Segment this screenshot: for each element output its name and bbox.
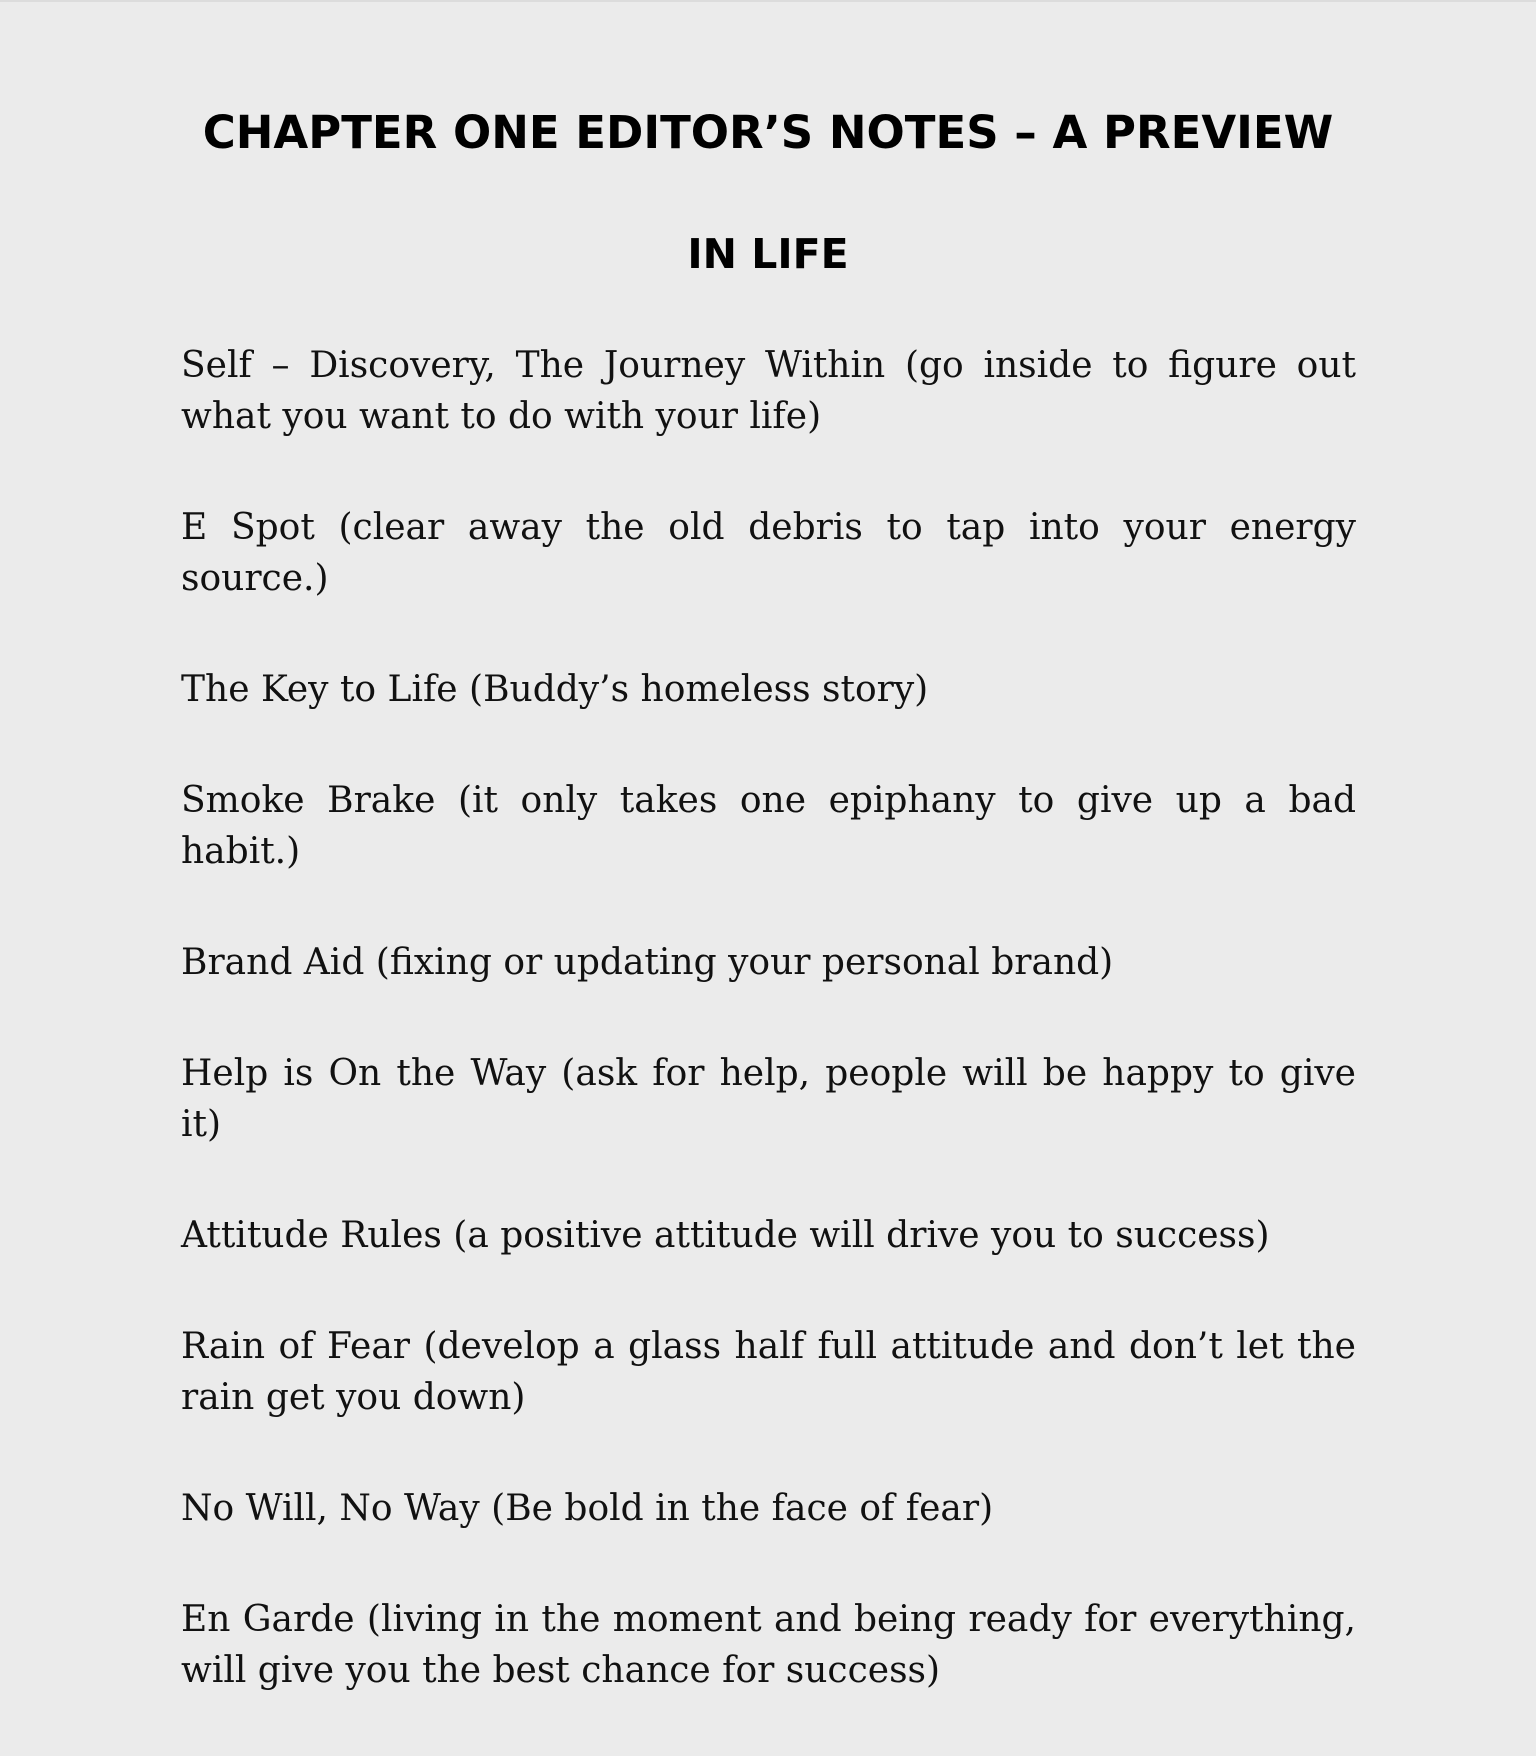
list-item: Brand Aid (fixing or updating your personal brand) (181, 942, 1114, 983)
list-item: The Key to Life (Buddy’s homeless story) (181, 669, 929, 710)
list-item: Smoke Brake (it only takes one epiphany to give up a bad habit.) (181, 780, 1356, 872)
list-item: No Will, No Way (Be bold in the face of fear) (181, 1488, 994, 1529)
list-item: En Garde (living in the moment and being ready for everything, will give you the best chance for success) (181, 1599, 1356, 1691)
list-item: Self – Discovery, The Journey Within (go inside to figure out what you want to do with your life) (181, 345, 1356, 437)
page-title: CHAPTER ONE EDITOR’S NOTES – A PREVIEW (202, 106, 1334, 159)
list-item: Attitude Rules (a positive attitude will drive you to success) (181, 1215, 1270, 1256)
section-heading: IN LIFE (687, 230, 849, 278)
notes-list (181, 340, 1356, 1756)
list-item: Rain of Fear (develop a glass half full attitude and don’t let the rain get you down) (181, 1326, 1356, 1418)
list-item: E Spot (clear away the old debris to tap into your energy source.) (181, 507, 1356, 599)
list-item: Help is On the Way (ask for help, people will be happy to give it) (181, 1053, 1356, 1145)
